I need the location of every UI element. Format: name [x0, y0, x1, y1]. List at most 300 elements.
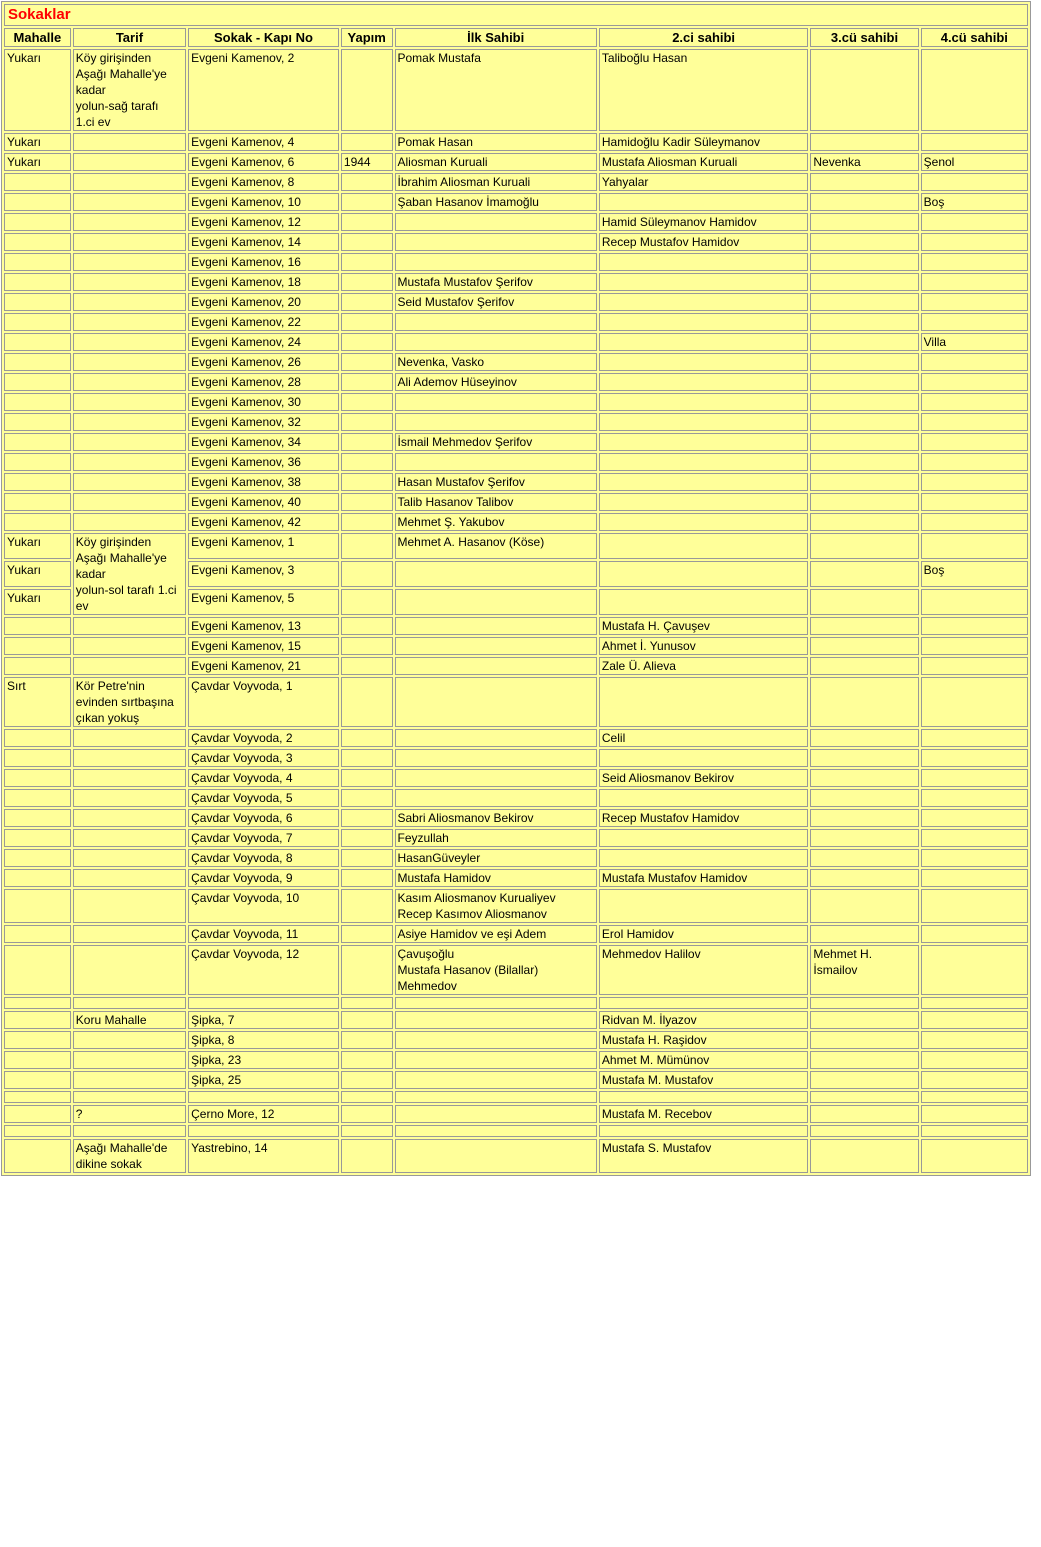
- cell-tarif: [73, 869, 186, 887]
- cell-yapim: [341, 789, 393, 807]
- cell-tarif: [73, 393, 186, 411]
- cell-mahalle: Yukarı: [4, 153, 71, 171]
- cell-3cu-sahibi: Nevenka: [810, 153, 918, 171]
- cell-4cu-sahibi: [921, 493, 1028, 511]
- table-row: [4, 637, 1028, 655]
- cell-ilk-sahibi: [395, 253, 597, 271]
- cell-sokak: Evgeni Kamenov, 18: [188, 273, 339, 291]
- table-row: [4, 453, 1028, 471]
- cell-mahalle: [4, 829, 71, 847]
- cell-4cu-sahibi: [921, 213, 1028, 231]
- cell-ilk-sahibi: İsmail Mehmedov Şerifov: [395, 433, 597, 451]
- cell-4cu-sahibi: [921, 945, 1028, 995]
- cell-yapim: [341, 213, 393, 231]
- cell-mahalle: [4, 637, 71, 655]
- cell-3cu-sahibi: [810, 589, 918, 615]
- table-row: [4, 213, 1028, 231]
- column-header-3cu-sahibi: 3.cü sahibi: [810, 28, 918, 47]
- cell-ilk-sahibi: [395, 749, 597, 767]
- cell-yapim: [341, 373, 393, 391]
- cell-mahalle: [4, 493, 71, 511]
- cell-mahalle: [4, 453, 71, 471]
- table-row: [4, 173, 1028, 191]
- table-row: [4, 493, 1028, 511]
- cell-tarif: [73, 829, 186, 847]
- cell-mahalle: [4, 193, 71, 211]
- cell-tarif: [73, 1125, 186, 1137]
- cell-yapim: [341, 589, 393, 615]
- cell-3cu-sahibi: [810, 173, 918, 191]
- cell-tarif: [73, 925, 186, 943]
- cell-tarif: [73, 809, 186, 827]
- cell-yapim: [341, 869, 393, 887]
- cell-tarif: [73, 1091, 186, 1103]
- cell-ilk-sahibi: [395, 1105, 597, 1123]
- table-row: [4, 273, 1028, 291]
- cell-2ci-sahibi: [599, 1125, 808, 1137]
- cell-ilk-sahibi: [395, 637, 597, 655]
- cell-sokak: Çavdar Voyvoda, 1: [188, 677, 339, 727]
- cell-4cu-sahibi: [921, 809, 1028, 827]
- streets-table: [1, 1, 1031, 1176]
- cell-ilk-sahibi: Seid Mustafov Şerifov: [395, 293, 597, 311]
- cell-ilk-sahibi: [395, 769, 597, 787]
- cell-4cu-sahibi: [921, 677, 1028, 727]
- cell-3cu-sahibi: [810, 637, 918, 655]
- cell-mahalle: [4, 1105, 71, 1123]
- cell-mahalle: [4, 1011, 71, 1029]
- cell-mahalle: [4, 945, 71, 995]
- table-row: [4, 293, 1028, 311]
- cell-yapim: [341, 925, 393, 943]
- cell-ilk-sahibi: HasanGüveyler: [395, 849, 597, 867]
- cell-yapim: [341, 769, 393, 787]
- cell-tarif: [73, 453, 186, 471]
- cell-tarif: [73, 193, 186, 211]
- table-row: [4, 809, 1028, 827]
- cell-4cu-sahibi: [921, 889, 1028, 923]
- cell-2ci-sahibi: Hamid Süleymanov Hamidov: [599, 213, 808, 231]
- table-row: [4, 617, 1028, 635]
- table-row: [4, 133, 1028, 151]
- table-row: [4, 1031, 1028, 1049]
- table-row: [4, 729, 1028, 747]
- cell-4cu-sahibi: [921, 413, 1028, 431]
- cell-yapim: [341, 561, 393, 587]
- cell-4cu-sahibi: [921, 313, 1028, 331]
- cell-ilk-sahibi: Mustafa Mustafov Şerifov: [395, 273, 597, 291]
- cell-2ci-sahibi: Mustafa S. Mustafov: [599, 1139, 808, 1173]
- cell-mahalle: [4, 1091, 71, 1103]
- cell-tarif: [73, 153, 186, 171]
- cell-4cu-sahibi: [921, 849, 1028, 867]
- table-title: Sokaklar: [4, 4, 1028, 26]
- table-row: [4, 153, 1028, 171]
- cell-tarif: [73, 373, 186, 391]
- cell-ilk-sahibi: [395, 1031, 597, 1049]
- cell-3cu-sahibi: [810, 513, 918, 531]
- cell-sokak: Evgeni Kamenov, 1: [188, 533, 339, 559]
- cell-tarif: [73, 253, 186, 271]
- cell-yapim: [341, 1071, 393, 1089]
- cell-tarif: [73, 213, 186, 231]
- table-row: [4, 789, 1028, 807]
- cell-sokak: Evgeni Kamenov, 20: [188, 293, 339, 311]
- cell-tarif: [73, 889, 186, 923]
- cell-sokak: Evgeni Kamenov, 42: [188, 513, 339, 531]
- cell-tarif: [73, 657, 186, 675]
- cell-4cu-sahibi: [921, 1105, 1028, 1123]
- cell-sokak: Şipka, 8: [188, 1031, 339, 1049]
- table-row: [4, 433, 1028, 451]
- cell-yapim: [341, 513, 393, 531]
- cell-3cu-sahibi: [810, 353, 918, 371]
- cell-4cu-sahibi: [921, 513, 1028, 531]
- cell-yapim: [341, 533, 393, 559]
- cell-4cu-sahibi: [921, 657, 1028, 675]
- cell-sokak: Evgeni Kamenov, 14: [188, 233, 339, 251]
- cell-tarif: [73, 945, 186, 995]
- cell-4cu-sahibi: [921, 273, 1028, 291]
- cell-tarif: Köy girişinden Aşağı Mahalle'ye kadar yolun-sağ tarafı 1.ci ev: [73, 49, 186, 131]
- cell-4cu-sahibi: [921, 253, 1028, 271]
- cell-mahalle: [4, 809, 71, 827]
- cell-yapim: [341, 393, 393, 411]
- table-row: [4, 193, 1028, 211]
- cell-tarif: [73, 233, 186, 251]
- cell-mahalle: [4, 333, 71, 351]
- cell-3cu-sahibi: [810, 657, 918, 675]
- cell-yapim: [341, 233, 393, 251]
- cell-2ci-sahibi: [599, 473, 808, 491]
- cell-sokak: Evgeni Kamenov, 38: [188, 473, 339, 491]
- cell-mahalle: [4, 925, 71, 943]
- cell-yapim: [341, 1091, 393, 1103]
- cell-tarif: [73, 273, 186, 291]
- cell-yapim: [341, 293, 393, 311]
- cell-3cu-sahibi: [810, 333, 918, 351]
- cell-mahalle: [4, 729, 71, 747]
- cell-mahalle: [4, 173, 71, 191]
- cell-3cu-sahibi: [810, 869, 918, 887]
- table-row: [4, 749, 1028, 767]
- cell-ilk-sahibi: [395, 233, 597, 251]
- cell-mahalle: [4, 1125, 71, 1137]
- cell-3cu-sahibi: [810, 133, 918, 151]
- cell-ilk-sahibi: Mustafa Hamidov: [395, 869, 597, 887]
- cell-ilk-sahibi: [395, 213, 597, 231]
- table-row: [4, 997, 1028, 1009]
- cell-2ci-sahibi: Recep Mustafov Hamidov: [599, 233, 808, 251]
- cell-4cu-sahibi: [921, 293, 1028, 311]
- cell-sokak: Çavdar Voyvoda, 2: [188, 729, 339, 747]
- cell-sokak: Çavdar Voyvoda, 8: [188, 849, 339, 867]
- cell-ilk-sahibi: Pomak Mustafa: [395, 49, 597, 131]
- cell-sokak: [188, 997, 339, 1009]
- cell-3cu-sahibi: [810, 193, 918, 211]
- title-row: [4, 4, 1028, 26]
- cell-tarif: [73, 769, 186, 787]
- cell-yapim: [341, 253, 393, 271]
- table-row: [4, 233, 1028, 251]
- cell-mahalle: [4, 1139, 71, 1173]
- cell-tarif: Aşağı Mahalle'de dikine sokak: [73, 1139, 186, 1173]
- cell-3cu-sahibi: [810, 1011, 918, 1029]
- cell-2ci-sahibi: Mustafa H. Çavuşev: [599, 617, 808, 635]
- cell-sokak: Şipka, 25: [188, 1071, 339, 1089]
- cell-2ci-sahibi: [599, 453, 808, 471]
- cell-ilk-sahibi: Ali Ademov Hüseyinov: [395, 373, 597, 391]
- cell-mahalle: [4, 789, 71, 807]
- table-row: [4, 49, 1028, 131]
- cell-2ci-sahibi: Taliboğlu Hasan: [599, 49, 808, 131]
- cell-sokak: Şipka, 23: [188, 1051, 339, 1069]
- cell-4cu-sahibi: [921, 869, 1028, 887]
- cell-mahalle: Sırt: [4, 677, 71, 727]
- cell-sokak: Evgeni Kamenov, 13: [188, 617, 339, 635]
- cell-sokak: Çavdar Voyvoda, 5: [188, 789, 339, 807]
- cell-mahalle: Yukarı: [4, 49, 71, 131]
- cell-ilk-sahibi: [395, 617, 597, 635]
- cell-sokak: Çavdar Voyvoda, 11: [188, 925, 339, 943]
- column-header-mahalle: Mahalle: [4, 28, 71, 47]
- cell-2ci-sahibi: [599, 533, 808, 559]
- cell-2ci-sahibi: [599, 997, 808, 1009]
- cell-ilk-sahibi: Asiye Hamidov ve eşi Adem: [395, 925, 597, 943]
- cell-ilk-sahibi: [395, 453, 597, 471]
- cell-mahalle: [4, 657, 71, 675]
- cell-ilk-sahibi: [395, 313, 597, 331]
- cell-2ci-sahibi: Ahmet İ. Yunusov: [599, 637, 808, 655]
- cell-3cu-sahibi: [810, 453, 918, 471]
- cell-tarif: [73, 133, 186, 151]
- cell-3cu-sahibi: [810, 789, 918, 807]
- cell-ilk-sahibi: Feyzullah: [395, 829, 597, 847]
- cell-4cu-sahibi: [921, 1031, 1028, 1049]
- cell-yapim: [341, 49, 393, 131]
- cell-yapim: [341, 313, 393, 331]
- cell-mahalle: [4, 233, 71, 251]
- cell-mahalle: [4, 473, 71, 491]
- cell-2ci-sahibi: [599, 749, 808, 767]
- cell-4cu-sahibi: [921, 453, 1028, 471]
- cell-sokak: Evgeni Kamenov, 26: [188, 353, 339, 371]
- cell-yapim: [341, 473, 393, 491]
- cell-2ci-sahibi: [599, 789, 808, 807]
- cell-2ci-sahibi: Mustafa M. Mustafov: [599, 1071, 808, 1089]
- cell-ilk-sahibi: [395, 1051, 597, 1069]
- cell-sokak: Evgeni Kamenov, 22: [188, 313, 339, 331]
- cell-mahalle: [4, 513, 71, 531]
- cell-mahalle: [4, 293, 71, 311]
- cell-2ci-sahibi: [599, 677, 808, 727]
- cell-ilk-sahibi: [395, 789, 597, 807]
- cell-2ci-sahibi: [599, 393, 808, 411]
- cell-ilk-sahibi: Aliosman Kuruali: [395, 153, 597, 171]
- cell-2ci-sahibi: Hamidoğlu Kadir Süleymanov: [599, 133, 808, 151]
- cell-yapim: [341, 133, 393, 151]
- cell-4cu-sahibi: [921, 829, 1028, 847]
- cell-ilk-sahibi: [395, 657, 597, 675]
- cell-mahalle: [4, 1051, 71, 1069]
- table-row: [4, 849, 1028, 867]
- cell-4cu-sahibi: [921, 533, 1028, 559]
- cell-tarif: [73, 1051, 186, 1069]
- cell-ilk-sahibi: [395, 589, 597, 615]
- table-row: [4, 1011, 1028, 1029]
- cell-4cu-sahibi: [921, 433, 1028, 451]
- cell-tarif: [73, 749, 186, 767]
- cell-mahalle: [4, 869, 71, 887]
- cell-4cu-sahibi: [921, 789, 1028, 807]
- column-header-4cu-sahibi: 4.cü sahibi: [921, 28, 1028, 47]
- cell-mahalle: Yukarı: [4, 589, 71, 615]
- cell-mahalle: Yukarı: [4, 561, 71, 587]
- cell-2ci-sahibi: Ridvan M. İlyazov: [599, 1011, 808, 1029]
- cell-4cu-sahibi: [921, 233, 1028, 251]
- cell-4cu-sahibi: [921, 617, 1028, 635]
- column-header-tarif: Tarif: [73, 28, 186, 47]
- cell-3cu-sahibi: [810, 1139, 918, 1173]
- table-row: [4, 513, 1028, 531]
- cell-mahalle: Yukarı: [4, 533, 71, 559]
- cell-yapim: [341, 433, 393, 451]
- cell-tarif: [73, 353, 186, 371]
- cell-sokak: Evgeni Kamenov, 40: [188, 493, 339, 511]
- cell-3cu-sahibi: [810, 293, 918, 311]
- cell-2ci-sahibi: [599, 433, 808, 451]
- cell-tarif: [73, 729, 186, 747]
- cell-yapim: [341, 729, 393, 747]
- cell-sokak: Evgeni Kamenov, 16: [188, 253, 339, 271]
- cell-sokak: Evgeni Kamenov, 12: [188, 213, 339, 231]
- cell-2ci-sahibi: [599, 193, 808, 211]
- table-row: [4, 353, 1028, 371]
- cell-3cu-sahibi: [810, 677, 918, 727]
- cell-tarif: ?: [73, 1105, 186, 1123]
- cell-2ci-sahibi: [599, 293, 808, 311]
- cell-ilk-sahibi: Mehmet A. Hasanov (Köse): [395, 533, 597, 559]
- cell-2ci-sahibi: [599, 561, 808, 587]
- cell-ilk-sahibi: Çavuşoğlu Mustafa Hasanov (Bilallar) Mehmedov: [395, 945, 597, 995]
- cell-2ci-sahibi: [599, 849, 808, 867]
- cell-sokak: Evgeni Kamenov, 32: [188, 413, 339, 431]
- cell-3cu-sahibi: [810, 533, 918, 559]
- cell-2ci-sahibi: Celil: [599, 729, 808, 747]
- cell-4cu-sahibi: [921, 1125, 1028, 1137]
- cell-mahalle: [4, 849, 71, 867]
- cell-sokak: Evgeni Kamenov, 2: [188, 49, 339, 131]
- cell-tarif: Köy girişinden Aşağı Mahalle'ye kadar yolun-sol tarafı 1.ci ev: [73, 533, 186, 615]
- cell-tarif: [73, 789, 186, 807]
- cell-mahalle: [4, 889, 71, 923]
- cell-3cu-sahibi: [810, 413, 918, 431]
- table-row: [4, 393, 1028, 411]
- cell-2ci-sahibi: Mustafa Mustafov Hamidov: [599, 869, 808, 887]
- cell-ilk-sahibi: [395, 1091, 597, 1103]
- cell-ilk-sahibi: Talib Hasanov Talibov: [395, 493, 597, 511]
- cell-sokak: Evgeni Kamenov, 28: [188, 373, 339, 391]
- cell-mahalle: [4, 413, 71, 431]
- cell-3cu-sahibi: [810, 561, 918, 587]
- cell-sokak: Çavdar Voyvoda, 10: [188, 889, 339, 923]
- cell-4cu-sahibi: Boş: [921, 193, 1028, 211]
- cell-yapim: [341, 945, 393, 995]
- cell-ilk-sahibi: Sabri Aliosmanov Bekirov: [395, 809, 597, 827]
- cell-3cu-sahibi: [810, 749, 918, 767]
- cell-3cu-sahibi: [810, 213, 918, 231]
- cell-ilk-sahibi: Nevenka, Vasko: [395, 353, 597, 371]
- cell-tarif: [73, 433, 186, 451]
- cell-sokak: Yastrebino, 14: [188, 1139, 339, 1173]
- cell-sokak: Evgeni Kamenov, 34: [188, 433, 339, 451]
- cell-mahalle: [4, 273, 71, 291]
- cell-sokak: Çerno More, 12: [188, 1105, 339, 1123]
- cell-tarif: [73, 493, 186, 511]
- cell-yapim: [341, 273, 393, 291]
- cell-tarif: [73, 997, 186, 1009]
- cell-sokak: Evgeni Kamenov, 15: [188, 637, 339, 655]
- cell-sokak: Evgeni Kamenov, 30: [188, 393, 339, 411]
- cell-yapim: [341, 617, 393, 635]
- cell-sokak: Çavdar Voyvoda, 7: [188, 829, 339, 847]
- cell-2ci-sahibi: [599, 413, 808, 431]
- cell-tarif: [73, 413, 186, 431]
- table-row: [4, 333, 1028, 351]
- cell-sokak: Çavdar Voyvoda, 3: [188, 749, 339, 767]
- cell-tarif: [73, 293, 186, 311]
- cell-2ci-sahibi: [599, 889, 808, 923]
- cell-mahalle: [4, 213, 71, 231]
- cell-2ci-sahibi: Seid Aliosmanov Bekirov: [599, 769, 808, 787]
- cell-3cu-sahibi: [810, 769, 918, 787]
- cell-mahalle: [4, 769, 71, 787]
- cell-mahalle: [4, 253, 71, 271]
- cell-yapim: [341, 493, 393, 511]
- cell-2ci-sahibi: [599, 353, 808, 371]
- cell-3cu-sahibi: [810, 493, 918, 511]
- cell-sokak: [188, 1125, 339, 1137]
- cell-tarif: [73, 313, 186, 331]
- table-row: [4, 1091, 1028, 1103]
- table-row: [4, 1125, 1028, 1137]
- cell-ilk-sahibi: [395, 1071, 597, 1089]
- cell-yapim: [341, 1031, 393, 1049]
- cell-4cu-sahibi: [921, 373, 1028, 391]
- table-row: [4, 769, 1028, 787]
- cell-2ci-sahibi: [599, 253, 808, 271]
- table-body: [4, 49, 1028, 1173]
- cell-yapim: [341, 1051, 393, 1069]
- cell-yapim: [341, 1139, 393, 1173]
- cell-yapim: [341, 829, 393, 847]
- cell-3cu-sahibi: [810, 1071, 918, 1089]
- cell-tarif: [73, 173, 186, 191]
- cell-2ci-sahibi: Recep Mustafov Hamidov: [599, 809, 808, 827]
- cell-yapim: [341, 333, 393, 351]
- cell-3cu-sahibi: Mehmet H. İsmailov: [810, 945, 918, 995]
- cell-yapim: [341, 1125, 393, 1137]
- cell-mahalle: [4, 353, 71, 371]
- cell-tarif: [73, 1071, 186, 1089]
- cell-yapim: [341, 413, 393, 431]
- cell-4cu-sahibi: [921, 749, 1028, 767]
- cell-4cu-sahibi: [921, 997, 1028, 1009]
- cell-3cu-sahibi: [810, 1091, 918, 1103]
- table-row: [4, 1051, 1028, 1069]
- cell-mahalle: [4, 373, 71, 391]
- table-row: [4, 889, 1028, 923]
